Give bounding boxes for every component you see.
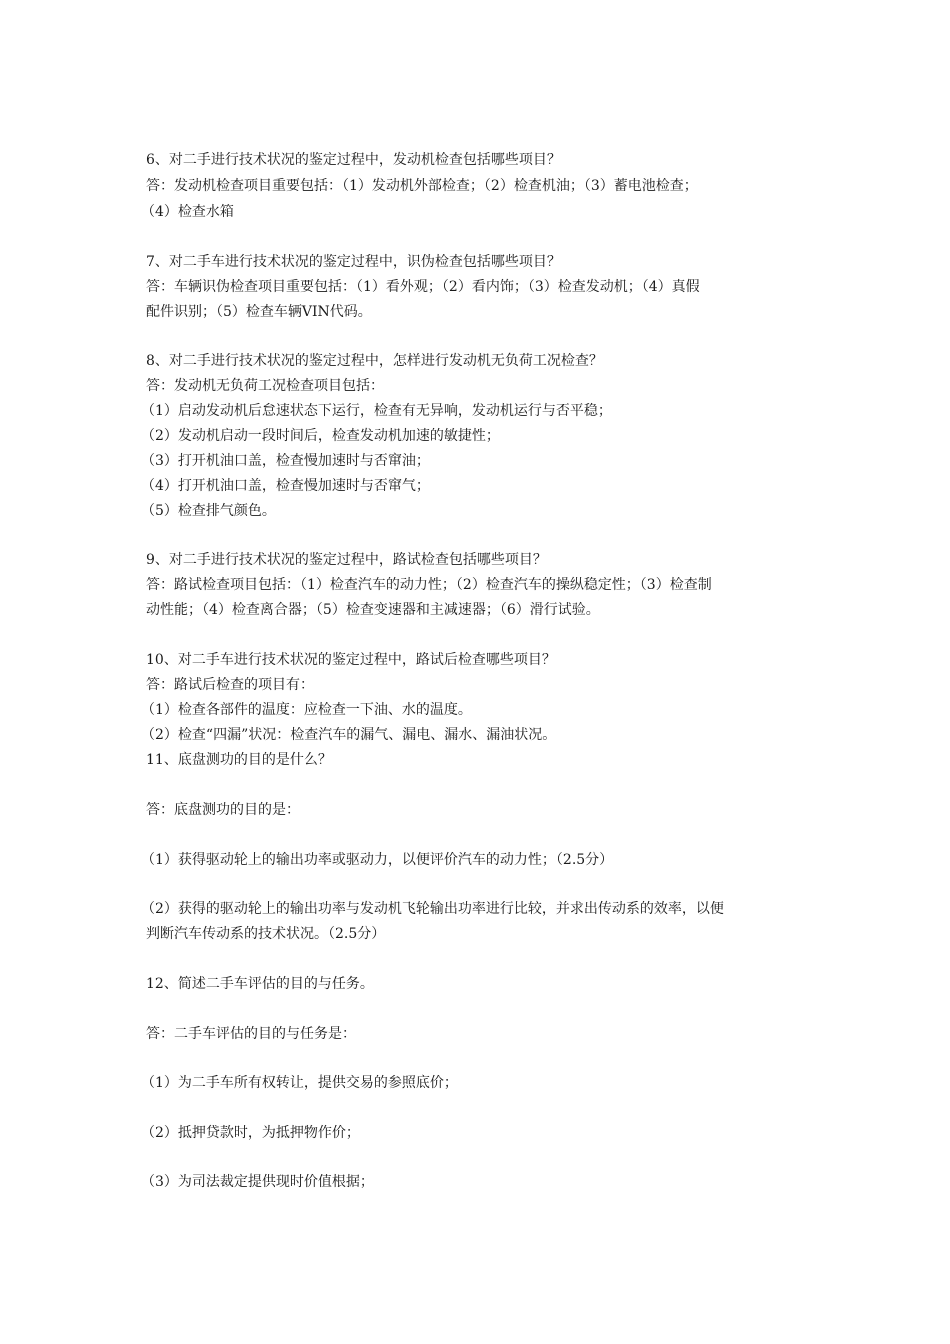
answer-8-item-4: （4）打开机油口盖，检查慢加速时与否窜气；	[141, 478, 430, 494]
answer-10-item-1: （1）检查各部件的温度：应检查一下油、水的温度。	[141, 702, 472, 718]
answer-7-line-2: 配件识别；（5）检查车辆VIN代码。	[146, 304, 372, 320]
answer-6-line-1: 答：发动机检查项目重要包括：（1）发动机外部检查；（2）检查机油；（3）蓄电池检查；	[146, 178, 698, 194]
answer-8-intro: 答：发动机无负荷工况检查项目包括：	[146, 378, 384, 394]
answer-9-line-1: 答：路试检查项目包括：（1）检查汽车的动力性；（2）检查汽车的操纵稳定性；（3）检查制	[146, 577, 712, 593]
question-7: 7、对二手车进行技术状况的鉴定过程中，识伪检查包括哪些项目？	[146, 254, 561, 270]
answer-12-item-2: （2）抵押贷款时，为抵押物作价；	[141, 1125, 360, 1141]
answer-7-line-1: 答：车辆识伪检查项目重要包括：（1）看外观；（2）看内饰；（3）检查发动机；（4）真假	[146, 279, 700, 295]
question-11: 11、底盘测功的目的是什么？	[146, 752, 332, 768]
answer-6-line-2: （4）检查水箱	[141, 204, 234, 220]
answer-12-intro: 答：二手车评估的目的与任务是：	[146, 1026, 356, 1042]
answer-10-intro: 答：路试后检查的项目有：	[146, 677, 314, 693]
answer-12-item-1: （1）为二手车所有权转让，提供交易的参照底价；	[141, 1075, 458, 1091]
question-6: 6、对二手进行技术状况的鉴定过程中，发动机检查包括哪些项目？	[146, 152, 561, 168]
answer-8-item-3: （3）打开机油口盖，检查慢加速时与否窜油；	[141, 453, 430, 469]
answer-11-item-2-line-2: 判断汽车传动系的技术状况。（2.5分）	[146, 926, 386, 942]
answer-9-line-2: 动性能；（4）检查离合器；（5）检查变速器和主减速器；（6）滑行试验。	[146, 602, 600, 618]
question-8: 8、对二手进行技术状况的鉴定过程中，怎样进行发动机无负荷工况检查？	[146, 353, 603, 369]
answer-11-item-2-line-1: （2）获得的驱动轮上的输出功率与发动机飞轮输出功率进行比较，并求出传动系的效率，以便	[141, 901, 724, 917]
answer-10-item-2: （2）检查“四漏”状况：检查汽车的漏气、漏电、漏水、漏油状况。	[141, 727, 557, 743]
answer-11-intro: 答：底盘测功的目的是：	[146, 802, 300, 818]
answer-11-item-1: （1）获得驱动轮上的输出功率或驱动力，以便评价汽车的动力性；（2.5分）	[141, 852, 614, 868]
question-12: 12、简述二手车评估的目的与任务。	[146, 976, 374, 992]
answer-8-item-2: （2）发动机启动一段时间后，检查发动机加速的敏捷性；	[141, 428, 500, 444]
answer-8-item-5: （5）检查排气颜色。	[141, 503, 276, 519]
question-10: 10、对二手车进行技术状况的鉴定过程中，路试后检查哪些项目？	[146, 652, 556, 668]
answer-12-item-3: （3）为司法裁定提供现时价值根据；	[141, 1174, 374, 1190]
answer-8-item-1: （1）启动发动机后怠速状态下运行，检查有无异响，发动机运行与否平稳；	[141, 403, 612, 419]
question-9: 9、对二手进行技术状况的鉴定过程中，路试检查包括哪些项目？	[146, 552, 547, 568]
